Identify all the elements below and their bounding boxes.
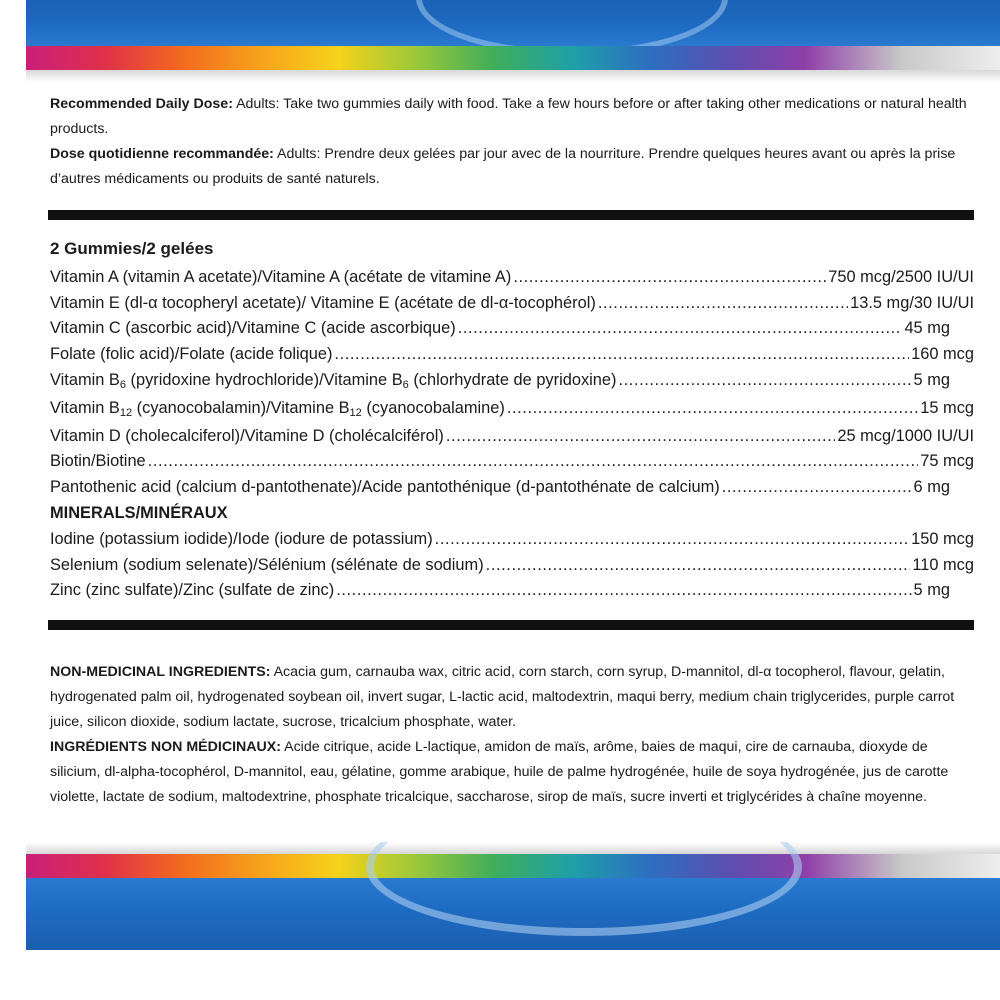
nutrient-row [50, 368, 974, 396]
nutrient-amount: 25 mcg/1000 IU/UI [837, 426, 974, 445]
nutrient-amount: 13.5 mg/30 IU/UI [850, 293, 974, 312]
nutrient-name [50, 368, 616, 396]
nutrient-amount: 110 mcg [912, 555, 974, 574]
dose-english-text: Adults: Take two gummies daily with food. Take a few hours before or after taking other medications or natural health products. [50, 96, 967, 137]
bottom-blue-band [26, 878, 1000, 950]
top-fade [26, 70, 1000, 82]
dose-section [50, 92, 974, 192]
nutrient-name: Pantothenic acid (calcium d-pantothenate)/Acide pantothénique (d-pantothénate de calcium) [50, 478, 720, 497]
dose-english [50, 92, 974, 142]
nutrient-name-part: (cyanocobalamine) [361, 398, 505, 417]
bottom-arc-decoration [366, 842, 802, 936]
top-banner [26, 0, 1000, 82]
dose-french-label: Dose quotidienne recommandée: [50, 146, 274, 162]
leader-dots [336, 578, 911, 604]
nutrient-amount: 45 mg [904, 319, 950, 338]
nutrient-row [50, 527, 974, 553]
nutrient-name [50, 396, 505, 424]
leader-dots [486, 553, 911, 579]
leader-dots [722, 475, 912, 501]
top-rainbow-stripe [26, 46, 1000, 70]
supplement-facts [50, 236, 974, 604]
leader-dots [513, 265, 826, 291]
nutrient-name: Vitamin C (ascorbic acid)/Vitamine C (acide ascorbique) [50, 319, 456, 338]
subscript: 12 [349, 406, 362, 419]
dose-english-label: Recommended Daily Dose: [50, 96, 233, 112]
subscript: 12 [119, 406, 133, 419]
nutrient-name-part: (pyridoxine hydrochloride)/Vitamine B [125, 370, 403, 389]
dose-french [50, 142, 974, 192]
nutrient-name: Biotin/Biotine [50, 452, 146, 471]
ingredients-english [50, 660, 974, 735]
leader-dots [446, 424, 836, 450]
nutrient-name: Vitamin D (cholecalciferol)/Vitamine D (cholécalciférol) [50, 426, 444, 445]
nutrient-amount: 750 mcg/2500 IU/UI [828, 267, 974, 286]
ingredients-english-text: Acacia gum, carnauba wax, citric acid, corn starch, corn syrup, D-mannitol, dl-α tocopherol, flavour, gelatin, hydrogenated palm oil, hydrogenated soybean oil, invert sugar, L-lactic acid, maltodextrin, maqui berry, medium chain triglycerides, purple carrot juice, silicon dioxide, sodium lactate, sucrose, tricalcium phosphate, water. [50, 664, 955, 730]
nutrient-name-part: Vitamin B [50, 370, 120, 389]
nutrient-row [50, 475, 974, 501]
leader-dots [334, 342, 909, 368]
nutrient-amount: 6 mg [913, 478, 950, 497]
ingredients-french [50, 735, 974, 810]
nutrient-name-part: Vitamin B [50, 398, 120, 417]
nutrient-name: Iodine (potassium iodide)/Iode (iodure de potassium) [50, 529, 433, 548]
nutrient-row [50, 578, 974, 604]
nutrient-amount: 5 mg [913, 581, 950, 600]
nutrient-row [50, 342, 974, 368]
nutrient-name: Selenium (sodium selenate)/Sélénium (sélénate de sodium) [50, 555, 484, 574]
nutrient-amount: 150 mcg [911, 529, 974, 548]
nutrient-name-part: (chlorhydrate de pyridoxine) [408, 370, 617, 389]
subscript: 6 [402, 378, 409, 391]
nutrient-name: Zinc (zinc sulfate)/Zinc (sulfate de zinc) [50, 581, 335, 600]
top-blue-band [26, 0, 1000, 46]
subscript: 6 [119, 378, 126, 391]
ingredients-english-label: NON-MEDICINAL INGREDIENTS: [50, 664, 271, 680]
ingredients-french-text: Acide citrique, acide L-lactique, amidon de maïs, arôme, baies de maqui, cire de carnauba, dioxyde de silicium, dl-alpha-tocophérol, D-mannitol, eau, gélatine, gomme arabique, huile de palme hydrogénée, huile de soya hydrogénée, jus de carotte violette, lactate de sodium, maltodextrine, phosphate tricalcique, saccharose, sirop de maïs, sucre inverti et triglycérides à chaîne moyenne. [50, 739, 949, 805]
nutrient-amount: 75 mcg [920, 452, 974, 471]
minerals-heading: MINERALS/MINÉRAUX [50, 503, 228, 522]
nutrient-name: Vitamin A (vitamin A acetate)/Vitamine A (acétate de vitamine A) [50, 267, 512, 286]
leader-dots [598, 291, 848, 317]
ingredients-french-label: INGRÉDIENTS NON MÉDICINAUX: [50, 739, 281, 755]
serving-heading: 2 Gummies/2 gelées [50, 239, 214, 258]
ingredients-section [50, 660, 974, 810]
nutrient-name-part: (cyanocobalamin)/Vitamine B [132, 398, 350, 417]
nutrient-row [50, 316, 974, 342]
nutrient-amount: 160 mcg [911, 345, 974, 364]
divider-bottom [48, 620, 974, 630]
divider-top [48, 210, 974, 220]
nutrient-amount: 15 mcg [920, 398, 974, 417]
nutrient-row [50, 449, 974, 475]
leader-dots [148, 449, 919, 475]
bottom-banner [26, 842, 1000, 950]
leader-dots [507, 396, 918, 422]
nutrient-row [50, 424, 974, 450]
nutrient-row [50, 291, 974, 317]
leader-dots [435, 527, 909, 553]
dose-french-text: Adults: Prendre deux gelées par jour avec de la nourriture. Prendre quelques heures avant ou après la prise d’autres médicaments ou produits de santé naturels. [50, 146, 956, 187]
nutrient-amount: 5 mg [913, 370, 950, 389]
nutrient-row [50, 265, 974, 291]
nutrient-row [50, 396, 974, 424]
nutrient-name: Folate (folic acid)/Folate (acide folique) [50, 345, 333, 364]
leader-dots [618, 368, 911, 394]
leader-dots [458, 316, 903, 342]
nutrient-row [50, 553, 974, 579]
nutrient-name: Vitamin E (dl-α tocopheryl acetate)/ Vitamine E (acétate de dl-α-tocophérol) [50, 293, 596, 312]
